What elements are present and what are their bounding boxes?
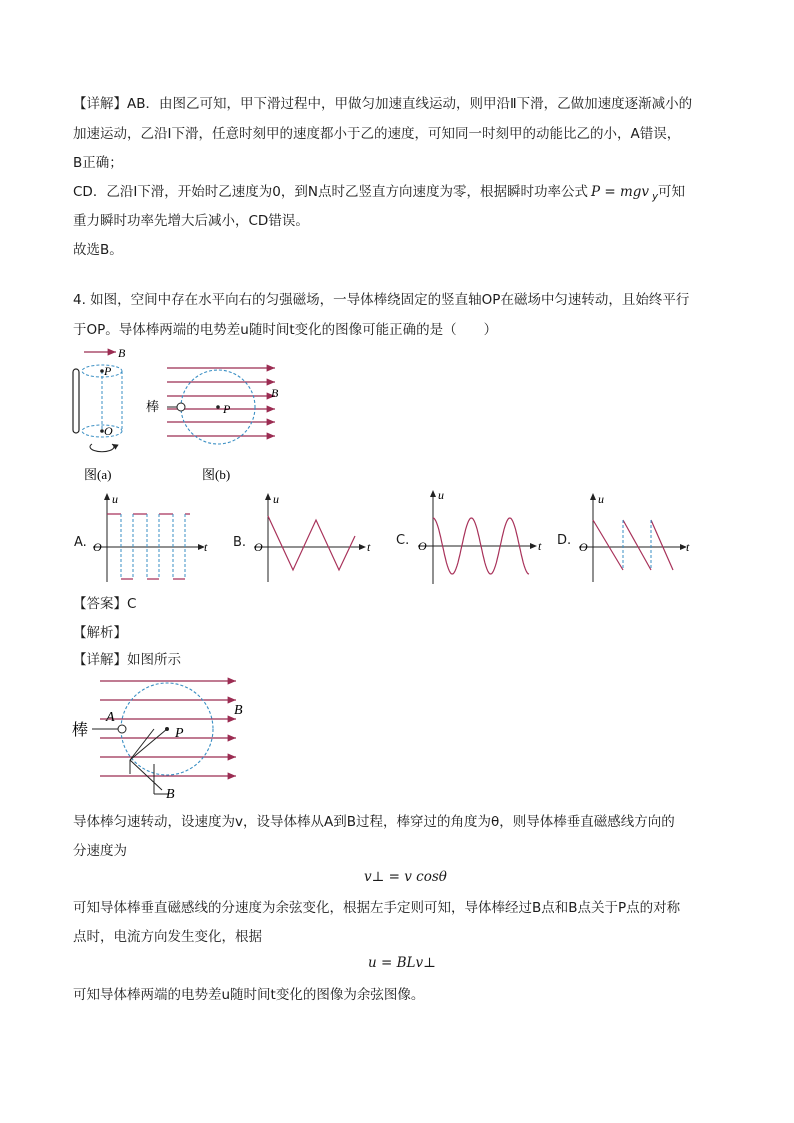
option-b-axis-u: u (273, 492, 279, 506)
prev-detail-line-4-text: CD．乙沿Ⅰ下滑，开始时乙速度为0，到N点时乙竖直方向速度为零，根据瞬时功率公式 (73, 184, 588, 200)
option-d-axis-t: t (686, 540, 690, 554)
option-d-curve (593, 520, 673, 570)
prev-detail-line-1: 【详解】AB．由图乙可知，甲下滑过程中，甲做匀加速直线运动，则甲沿Ⅱ下滑，乙做加速度逐渐减小的 (73, 96, 693, 112)
figure-a-cylinder (66, 343, 146, 485)
figure-a-label-o: O (104, 424, 113, 438)
analysis-heading: 【解析】 (73, 625, 127, 641)
prev-detail-line-5: 重力瞬时功率先增大后减小，CD错误。 (73, 213, 309, 229)
prev-detail-line-2: 加速运动，乙沿Ⅰ下滑，任意时刻甲的速度都小于乙的速度，可知同一时刻甲的动能比乙的小，A错误， (73, 126, 681, 142)
prev-detail-line-3: B正确； (73, 155, 123, 171)
question-line-2: 于OP。导体棒两端的电势差u随时间t变化的图像可能正确的是（ ） (73, 322, 498, 338)
figure-c-label-p: P (175, 726, 184, 741)
figure-a-label-b: B (118, 346, 126, 360)
option-d-graph (576, 490, 696, 586)
explain-line-1: 导体棒匀速转动，设速度为v，设导体棒从A到B过程，棒穿过的角度为θ，则导体棒垂直磁感线方向的 (73, 814, 675, 830)
prev-detail-line-4-tail: 可知 (657, 184, 685, 200)
figure-a-caption: 图(a) (84, 467, 112, 482)
figure-b-top-view (143, 360, 283, 485)
option-b-origin: O (254, 540, 263, 554)
detail-heading: 【详解】如图所示 (73, 652, 181, 668)
power-formula: P = mgv (591, 184, 650, 200)
option-b-axis-t: t (367, 540, 371, 554)
power-formula-subscript: y (652, 191, 658, 203)
question-line-1: 4. 如图，空间中存在水平向右的匀强磁场，一导体棒绕固定的竖直轴OP在磁场中匀速转动，且始终平行 (73, 292, 690, 308)
option-a-axis-t: t (204, 540, 208, 554)
answer-text: 【答案】C (73, 596, 137, 612)
equation-2: u = BLv⊥ (368, 955, 436, 971)
option-c-axis-t: t (538, 539, 542, 553)
figure-c-label-b-top: B (234, 703, 243, 718)
prev-detail-line-6: 故选B。 (73, 242, 123, 258)
option-b-letter: B. (233, 535, 247, 550)
equation-1: v⊥ = v cosθ (364, 869, 447, 885)
explain-line-4: 点时，电流方向发生变化，根据 (73, 929, 262, 945)
figure-c-solution-diagram (70, 672, 260, 802)
option-b-curve (268, 516, 355, 570)
option-c-axis-u: u (438, 488, 444, 502)
figure-c-rod-label: 棒 (72, 720, 89, 739)
explain-line-3: 可知导体棒垂直磁感线的分速度为余弦变化，根据左手定则可知，导体棒经过B点和B点关于P点的对称 (73, 900, 681, 916)
explain-line-5: 可知导体棒两端的电势差u随时间t变化的图像为余弦图像。 (73, 987, 425, 1003)
option-a-letter: A. (74, 535, 87, 550)
option-b-graph (251, 490, 381, 586)
option-c-letter: C. (396, 533, 410, 548)
figure-c-label-a: A (106, 710, 115, 725)
prev-detail-line-4 (73, 182, 685, 208)
figure-b-label-b: B (271, 386, 279, 400)
figure-b-rod-label: 棒 (146, 400, 160, 415)
option-a-axis-u: u (112, 492, 118, 506)
option-d-origin: O (579, 540, 588, 554)
option-a-origin: O (93, 540, 102, 554)
explain-line-2: 分速度为 (73, 843, 127, 859)
option-d-axis-u: u (598, 492, 604, 506)
option-a-graph (90, 490, 210, 586)
option-c-origin: O (418, 539, 427, 553)
option-c-graph (414, 486, 549, 586)
figure-b-caption: 图(b) (202, 467, 231, 482)
figure-a-label-p: P (104, 364, 112, 378)
option-d-letter: D. (557, 533, 572, 548)
figure-c-label-b-bottom: B (166, 787, 175, 802)
figure-b-label-p: P (223, 402, 231, 416)
